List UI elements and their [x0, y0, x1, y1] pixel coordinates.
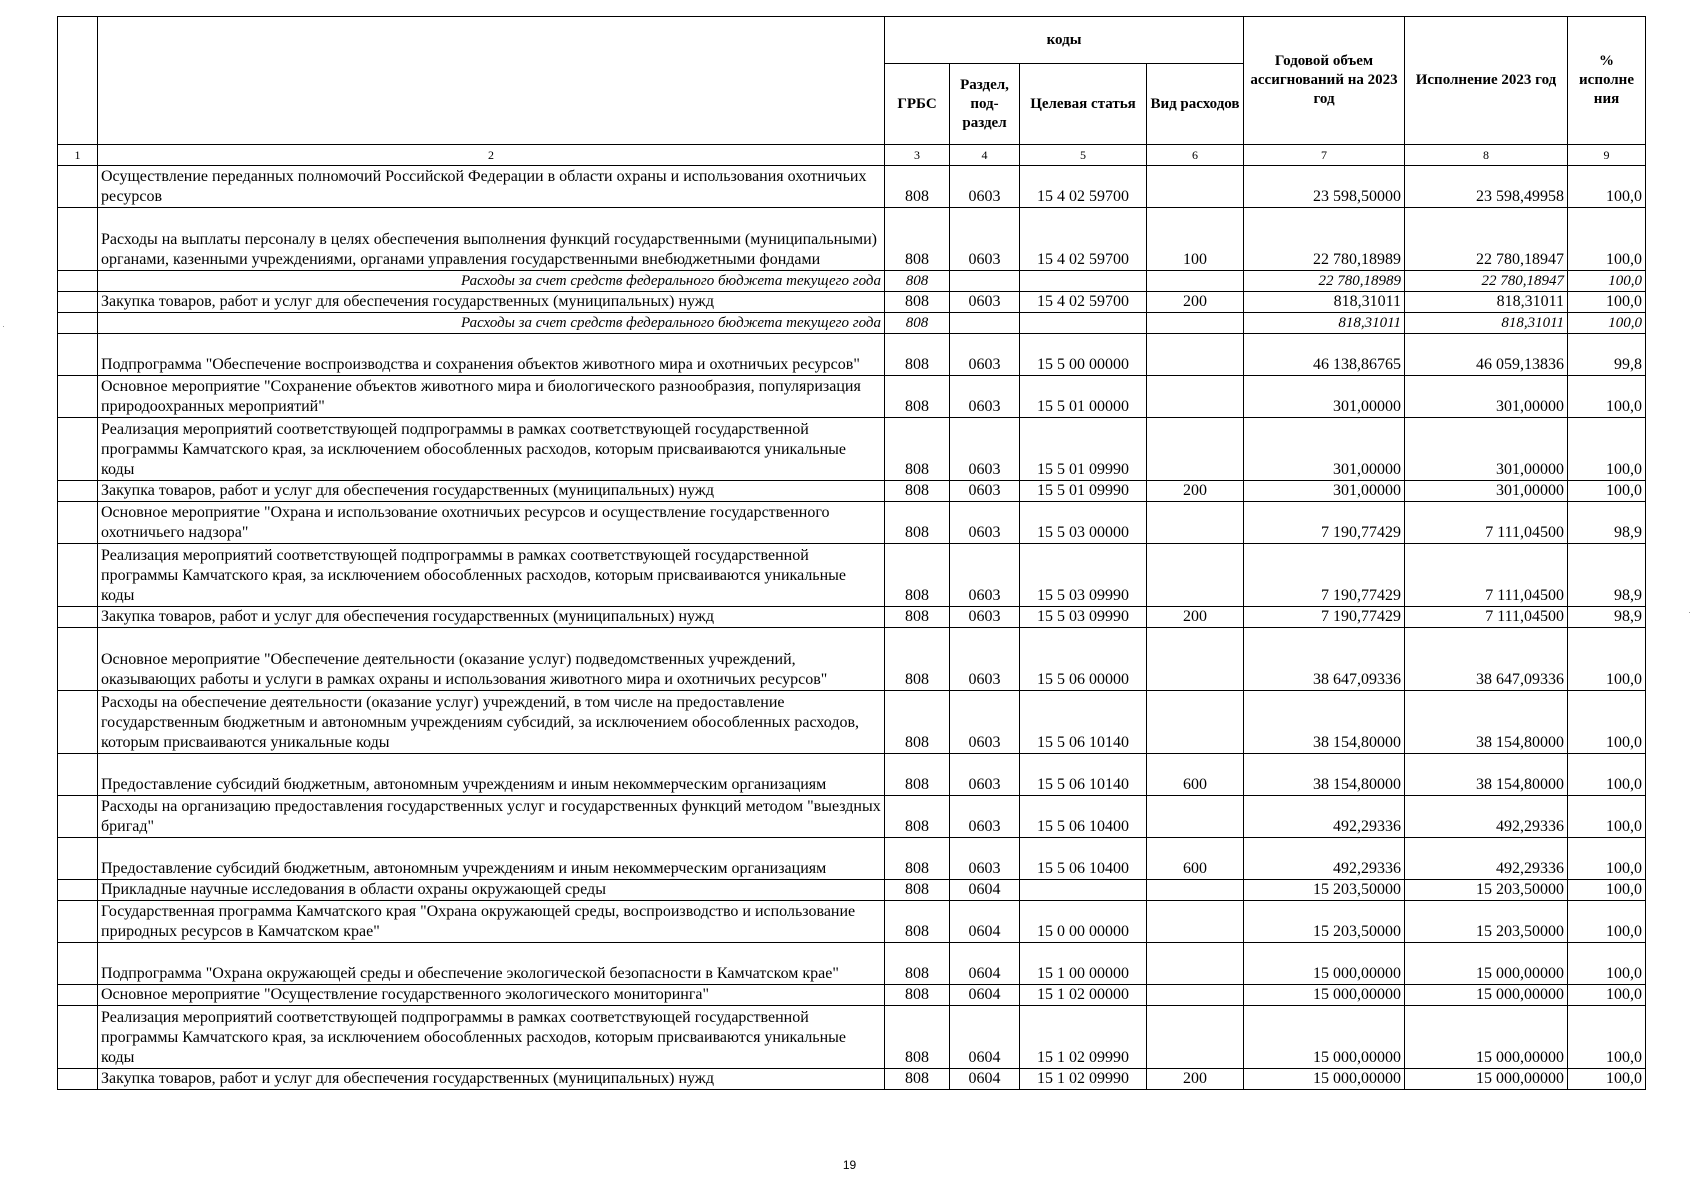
annual-volume-cell: 15 000,00000 — [1244, 985, 1405, 1006]
annual-volume-cell: 15 203,50000 — [1244, 901, 1405, 943]
expense-type-cell — [1147, 1006, 1244, 1069]
execution-cell: 46 059,13836 — [1405, 334, 1568, 376]
table-row — [58, 901, 1646, 943]
table-row — [58, 943, 1646, 985]
row-index-cell — [58, 901, 98, 943]
table-row — [58, 754, 1646, 796]
annual-volume-cell: 38 154,80000 — [1244, 754, 1405, 796]
row-description: Расходы за счет средств федерального бюджета текущего года — [98, 313, 885, 334]
execution-cell: 38 647,09336 — [1405, 628, 1568, 691]
annual-volume-cell: 818,31011 — [1244, 313, 1405, 334]
annual-volume-cell: 301,00000 — [1244, 376, 1405, 418]
annual-volume-cell: 301,00000 — [1244, 418, 1405, 481]
execution-cell: 22 780,18947 — [1405, 271, 1568, 292]
section-cell: 0603 — [950, 691, 1020, 754]
annual-volume-cell: 492,29336 — [1244, 838, 1405, 880]
annual-volume-cell: 22 780,18989 — [1244, 208, 1405, 271]
row-description: Закупка товаров, работ и услуг для обеспечения государственных (муниципальных) нужд — [98, 481, 885, 502]
row-index-cell — [58, 754, 98, 796]
row-description: Основное мероприятие "Сохранение объектов животного мира и биологического разнообразия, популяризация природоохранных мероприятий" — [98, 376, 885, 418]
header-codes: коды — [885, 17, 1244, 64]
percent-cell: 100,0 — [1568, 376, 1646, 418]
expense-type-cell: 100 — [1147, 208, 1244, 271]
grbs-cell: 808 — [885, 271, 950, 292]
execution-cell: 7 111,04500 — [1405, 544, 1568, 607]
column-number: 4 — [950, 145, 1020, 166]
section-cell: 0603 — [950, 544, 1020, 607]
section-cell: 0604 — [950, 880, 1020, 901]
execution-cell: 492,29336 — [1405, 838, 1568, 880]
header-section: Раздел, под- раздел — [950, 64, 1020, 145]
section-cell: 0603 — [950, 376, 1020, 418]
expense-type-cell — [1147, 796, 1244, 838]
percent-cell: 100,0 — [1568, 481, 1646, 502]
expense-type-cell — [1147, 418, 1244, 481]
table-body — [58, 166, 1646, 1090]
row-index-cell — [58, 943, 98, 985]
target-article-cell: 15 4 02 59700 — [1020, 166, 1147, 208]
expense-type-cell — [1147, 334, 1244, 376]
grbs-cell: 808 — [885, 418, 950, 481]
annual-volume-cell: 15 000,00000 — [1244, 943, 1405, 985]
row-description: Основное мероприятие "Охрана и использование охотничьих ресурсов и осуществление государственного охотничьего надзора" — [98, 502, 885, 544]
annual-volume-cell: 7 190,77429 — [1244, 502, 1405, 544]
execution-cell: 23 598,49958 — [1405, 166, 1568, 208]
table-row — [58, 796, 1646, 838]
grbs-cell: 808 — [885, 208, 950, 271]
percent-cell: 100,0 — [1568, 166, 1646, 208]
row-index-cell — [58, 481, 98, 502]
percent-cell: 100,0 — [1568, 208, 1646, 271]
percent-cell: 100,0 — [1568, 796, 1646, 838]
execution-cell: 15 203,50000 — [1405, 901, 1568, 943]
grbs-cell: 808 — [885, 376, 950, 418]
section-cell: 0603 — [950, 628, 1020, 691]
section-cell: 0604 — [950, 901, 1020, 943]
expense-type-cell — [1147, 502, 1244, 544]
expense-type-cell: 600 — [1147, 838, 1244, 880]
row-index-cell — [58, 691, 98, 754]
section-cell — [950, 313, 1020, 334]
target-article-cell: 15 5 06 10140 — [1020, 754, 1147, 796]
header-execution: Исполнение 2023 год — [1405, 17, 1568, 145]
target-article-cell: 15 5 03 09990 — [1020, 544, 1147, 607]
section-cell: 0604 — [950, 943, 1020, 985]
grbs-cell: 808 — [885, 1006, 950, 1069]
row-index-cell — [58, 1006, 98, 1069]
target-article-cell: 15 1 02 00000 — [1020, 985, 1147, 1006]
table-row — [58, 166, 1646, 208]
column-number: 5 — [1020, 145, 1147, 166]
target-article-cell: 15 1 02 09990 — [1020, 1069, 1147, 1090]
row-description: Прикладные научные исследования в области охраны окружающей среды — [98, 880, 885, 901]
scan-artifact — [1689, 612, 1690, 613]
target-article-cell: 15 4 02 59700 — [1020, 292, 1147, 313]
table-row — [58, 376, 1646, 418]
percent-cell: 100,0 — [1568, 838, 1646, 880]
section-cell — [950, 271, 1020, 292]
section-cell: 0604 — [950, 1069, 1020, 1090]
header-target: Целевая статья — [1020, 64, 1147, 145]
expense-type-cell — [1147, 901, 1244, 943]
expense-type-cell — [1147, 271, 1244, 292]
row-index-cell — [58, 418, 98, 481]
execution-cell: 818,31011 — [1405, 292, 1568, 313]
execution-cell: 15 000,00000 — [1405, 1006, 1568, 1069]
section-cell: 0603 — [950, 418, 1020, 481]
header-percent: % исполне ния — [1568, 17, 1646, 145]
execution-cell: 7 111,04500 — [1405, 607, 1568, 628]
execution-cell: 301,00000 — [1405, 376, 1568, 418]
row-description: Предоставление субсидий бюджетным, автономным учреждениям и иным некоммерческим организациям — [98, 754, 885, 796]
annual-volume-cell: 492,29336 — [1244, 796, 1405, 838]
row-description: Основное мероприятие "Обеспечение деятельности (оказание услуг) подведомственных учреждений, оказывающих работы и услуги в рамках охраны и использования животного мира и охотничьих ресурсов" — [98, 628, 885, 691]
row-description: Осуществление переданных полномочий Российской Федерации в области охраны и использования охотничьих ресурсов — [98, 166, 885, 208]
expense-type-cell — [1147, 166, 1244, 208]
annual-volume-cell: 15 000,00000 — [1244, 1006, 1405, 1069]
percent-cell: 100,0 — [1568, 292, 1646, 313]
row-index-cell — [58, 1069, 98, 1090]
table-row — [58, 418, 1646, 481]
target-article-cell: 15 0 00 00000 — [1020, 901, 1147, 943]
table-row — [58, 628, 1646, 691]
target-article-cell: 15 5 03 09990 — [1020, 607, 1147, 628]
expense-type-cell — [1147, 544, 1244, 607]
row-description: Предоставление субсидий бюджетным, автономным учреждениям и иным некоммерческим организациям — [98, 838, 885, 880]
row-description: Государственная программа Камчатского края "Охрана окружающей среды, воспроизводство и использование природных ресурсов в Камчатском крае" — [98, 901, 885, 943]
expense-type-cell — [1147, 313, 1244, 334]
grbs-cell: 808 — [885, 481, 950, 502]
percent-cell: 100,0 — [1568, 754, 1646, 796]
grbs-cell: 808 — [885, 1069, 950, 1090]
column-number: 8 — [1405, 145, 1568, 166]
grbs-cell: 808 — [885, 691, 950, 754]
annual-volume-cell: 15 000,00000 — [1244, 1069, 1405, 1090]
section-cell: 0604 — [950, 1006, 1020, 1069]
table-row — [58, 292, 1646, 313]
row-index-cell — [58, 544, 98, 607]
table-row — [58, 481, 1646, 502]
annual-volume-cell: 38 647,09336 — [1244, 628, 1405, 691]
table-row — [58, 985, 1646, 1006]
expense-type-cell: 200 — [1147, 481, 1244, 502]
execution-cell: 38 154,80000 — [1405, 754, 1568, 796]
target-article-cell — [1020, 271, 1147, 292]
target-article-cell: 15 5 03 00000 — [1020, 502, 1147, 544]
expense-type-cell — [1147, 376, 1244, 418]
section-cell: 0603 — [950, 754, 1020, 796]
grbs-cell: 808 — [885, 166, 950, 208]
column-number: 6 — [1147, 145, 1244, 166]
grbs-cell: 808 — [885, 292, 950, 313]
table-row — [58, 838, 1646, 880]
table-row — [58, 1069, 1646, 1090]
execution-cell: 38 154,80000 — [1405, 691, 1568, 754]
row-description: Закупка товаров, работ и услуг для обеспечения государственных (муниципальных) нужд — [98, 607, 885, 628]
row-index-cell — [58, 628, 98, 691]
table-header — [58, 17, 1646, 166]
row-description: Расходы за счет средств федерального бюджета текущего года — [98, 271, 885, 292]
header-blank-1 — [58, 17, 98, 145]
target-article-cell: 15 5 06 10140 — [1020, 691, 1147, 754]
annual-volume-cell: 818,31011 — [1244, 292, 1405, 313]
annual-volume-cell: 7 190,77429 — [1244, 607, 1405, 628]
execution-cell: 15 000,00000 — [1405, 985, 1568, 1006]
row-description: Расходы на выплаты персоналу в целях обеспечения выполнения функций государственными (муниципальными) органами, казенными учреждениями, органами управления государственными внебюджетными фондами — [98, 208, 885, 271]
grbs-cell: 808 — [885, 544, 950, 607]
expense-type-cell: 200 — [1147, 607, 1244, 628]
row-description: Основное мероприятие "Осуществление государственного экологического мониторинга" — [98, 985, 885, 1006]
execution-cell: 15 000,00000 — [1405, 943, 1568, 985]
table-row — [58, 208, 1646, 271]
budget-table — [57, 16, 1646, 1090]
percent-cell: 99,8 — [1568, 334, 1646, 376]
row-index-cell — [58, 502, 98, 544]
percent-cell: 98,9 — [1568, 502, 1646, 544]
column-number: 1 — [58, 145, 98, 166]
grbs-cell: 808 — [885, 628, 950, 691]
row-description: Подпрограмма "Охрана окружающей среды и обеспечение экологической безопасности в Камчатском крае" — [98, 943, 885, 985]
annual-volume-cell: 38 154,80000 — [1244, 691, 1405, 754]
section-cell: 0603 — [950, 796, 1020, 838]
row-description: Закупка товаров, работ и услуг для обеспечения государственных (муниципальных) нужд — [98, 292, 885, 313]
expense-type-cell — [1147, 628, 1244, 691]
row-description: Расходы на обеспечение деятельности (оказание услуг) учреждений, в том числе на предоставление государственным бюджетным и автономным учреждениям субсидий, за исключением обособленных расходов, которым присваиваются уникальные коды — [98, 691, 885, 754]
target-article-cell: 15 5 06 10400 — [1020, 838, 1147, 880]
expense-type-cell: 600 — [1147, 754, 1244, 796]
target-article-cell: 15 5 06 10400 — [1020, 796, 1147, 838]
expense-type-cell — [1147, 880, 1244, 901]
row-index-cell — [58, 334, 98, 376]
table-row — [58, 313, 1646, 334]
execution-cell: 22 780,18947 — [1405, 208, 1568, 271]
row-index-cell — [58, 376, 98, 418]
header-expense-type: Вид расходов — [1147, 64, 1244, 145]
table-row — [58, 502, 1646, 544]
table-row — [58, 691, 1646, 754]
percent-cell: 98,9 — [1568, 544, 1646, 607]
percent-cell: 100,0 — [1568, 418, 1646, 481]
target-article-cell: 15 5 00 00000 — [1020, 334, 1147, 376]
execution-cell: 7 111,04500 — [1405, 502, 1568, 544]
row-index-cell — [58, 796, 98, 838]
grbs-cell: 808 — [885, 754, 950, 796]
section-cell: 0603 — [950, 208, 1020, 271]
scan-artifact — [3, 326, 4, 327]
section-cell: 0603 — [950, 838, 1020, 880]
annual-volume-cell: 46 138,86765 — [1244, 334, 1405, 376]
expense-type-cell — [1147, 691, 1244, 754]
execution-cell: 301,00000 — [1405, 481, 1568, 502]
target-article-cell: 15 5 01 09990 — [1020, 418, 1147, 481]
percent-cell: 100,0 — [1568, 901, 1646, 943]
target-article-cell: 15 5 01 09990 — [1020, 481, 1147, 502]
grbs-cell: 808 — [885, 838, 950, 880]
row-index-cell — [58, 985, 98, 1006]
section-cell: 0603 — [950, 166, 1020, 208]
grbs-cell: 808 — [885, 607, 950, 628]
row-index-cell — [58, 166, 98, 208]
grbs-cell: 808 — [885, 901, 950, 943]
grbs-cell: 808 — [885, 502, 950, 544]
expense-type-cell — [1147, 943, 1244, 985]
table-row — [58, 334, 1646, 376]
percent-cell: 100,0 — [1568, 985, 1646, 1006]
execution-cell: 492,29336 — [1405, 796, 1568, 838]
column-number: 2 — [98, 145, 885, 166]
table-row — [58, 1006, 1646, 1069]
target-article-cell: 15 4 02 59700 — [1020, 208, 1147, 271]
execution-cell: 15 000,00000 — [1405, 1069, 1568, 1090]
grbs-cell: 808 — [885, 985, 950, 1006]
target-article-cell: 15 5 06 00000 — [1020, 628, 1147, 691]
section-cell: 0603 — [950, 292, 1020, 313]
column-number-row — [58, 145, 1646, 166]
row-description: Реализация мероприятий соответствующей подпрограммы в рамках соответствующей государственной программы Камчатского края, за исключением обособленных расходов, которым присваиваются уникальные коды — [98, 1006, 885, 1069]
row-index-cell — [58, 271, 98, 292]
grbs-cell: 808 — [885, 880, 950, 901]
column-number: 7 — [1244, 145, 1405, 166]
percent-cell: 100,0 — [1568, 880, 1646, 901]
header-grbs: ГРБС — [885, 64, 950, 145]
annual-volume-cell: 15 203,50000 — [1244, 880, 1405, 901]
table-row — [58, 607, 1646, 628]
table-row — [58, 271, 1646, 292]
grbs-cell: 808 — [885, 943, 950, 985]
row-index-cell — [58, 292, 98, 313]
grbs-cell: 808 — [885, 313, 950, 334]
expense-type-cell: 200 — [1147, 292, 1244, 313]
row-index-cell — [58, 880, 98, 901]
target-article-cell — [1020, 880, 1147, 901]
percent-cell: 100,0 — [1568, 691, 1646, 754]
section-cell: 0604 — [950, 985, 1020, 1006]
annual-volume-cell: 301,00000 — [1244, 481, 1405, 502]
header-blank-2 — [98, 17, 885, 145]
expense-type-cell: 200 — [1147, 1069, 1244, 1090]
row-index-cell — [58, 607, 98, 628]
column-number: 3 — [885, 145, 950, 166]
row-description: Расходы на организацию предоставления государственных услуг и государственных функций методом "выездных бригад" — [98, 796, 885, 838]
column-number: 9 — [1568, 145, 1646, 166]
table-row — [58, 880, 1646, 901]
execution-cell: 15 203,50000 — [1405, 880, 1568, 901]
execution-cell: 301,00000 — [1405, 418, 1568, 481]
row-description: Закупка товаров, работ и услуг для обеспечения государственных (муниципальных) нужд — [98, 1069, 885, 1090]
header-annual: Годовой объем ассигнований на 2023 год — [1244, 17, 1405, 145]
target-article-cell: 15 5 01 00000 — [1020, 376, 1147, 418]
percent-cell: 100,0 — [1568, 628, 1646, 691]
section-cell: 0603 — [950, 502, 1020, 544]
annual-volume-cell: 23 598,50000 — [1244, 166, 1405, 208]
percent-cell: 100,0 — [1568, 1069, 1646, 1090]
row-description: Реализация мероприятий соответствующей подпрограммы в рамках соответствующей государственной программы Камчатского края, за исключением обособленных расходов, которым присваиваются уникальные коды — [98, 418, 885, 481]
execution-cell: 818,31011 — [1405, 313, 1568, 334]
row-index-cell — [58, 313, 98, 334]
page-number: 19 — [842, 1158, 857, 1172]
row-description: Подпрограмма "Обеспечение воспроизводства и сохранения объектов животного мира и охотничьих ресурсов" — [98, 334, 885, 376]
target-article-cell — [1020, 313, 1147, 334]
grbs-cell: 808 — [885, 796, 950, 838]
percent-cell: 98,9 — [1568, 607, 1646, 628]
section-cell: 0603 — [950, 481, 1020, 502]
percent-cell: 100,0 — [1568, 313, 1646, 334]
section-cell: 0603 — [950, 607, 1020, 628]
target-article-cell: 15 1 02 09990 — [1020, 1006, 1147, 1069]
annual-volume-cell: 7 190,77429 — [1244, 544, 1405, 607]
percent-cell: 100,0 — [1568, 271, 1646, 292]
expense-type-cell — [1147, 985, 1244, 1006]
row-index-cell — [58, 838, 98, 880]
row-index-cell — [58, 208, 98, 271]
grbs-cell: 808 — [885, 334, 950, 376]
percent-cell: 100,0 — [1568, 1006, 1646, 1069]
row-description: Реализация мероприятий соответствующей подпрограммы в рамках соответствующей государственной программы Камчатского края, за исключением обособленных расходов, которым присваиваются уникальные коды — [98, 544, 885, 607]
section-cell: 0603 — [950, 334, 1020, 376]
table-row — [58, 544, 1646, 607]
annual-volume-cell: 22 780,18989 — [1244, 271, 1405, 292]
target-article-cell: 15 1 00 00000 — [1020, 943, 1147, 985]
percent-cell: 100,0 — [1568, 943, 1646, 985]
